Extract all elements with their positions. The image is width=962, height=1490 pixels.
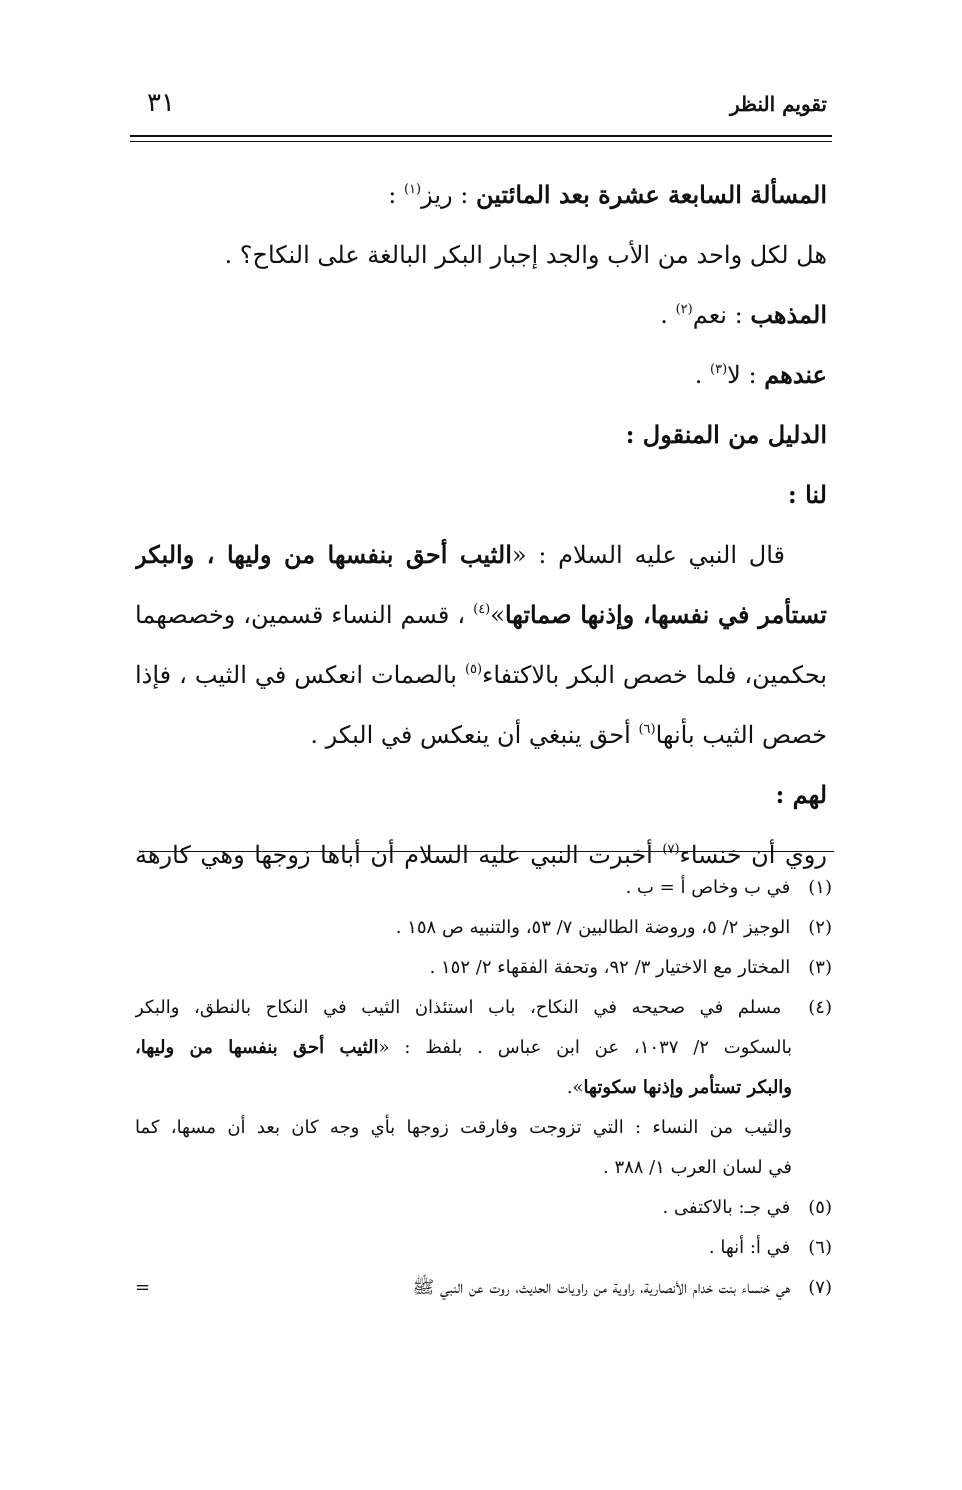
text-run: ، قسم النساء قسمين، وخصصهما: [135, 601, 466, 629]
indahum-label: عندهم: [764, 360, 827, 389]
footnote-ref-1: (١): [403, 182, 422, 197]
page-number: ٣١: [147, 88, 175, 118]
footnote-text: في ب وخاص أ = ب .: [625, 877, 791, 898]
madhhab-label: المذهب: [750, 300, 827, 329]
footnote-text: الوجيز ٢/ ٥، وروضة الطالبين ٧/ ٥٣، والتنبيه ص ١٥٨ .: [395, 917, 791, 938]
footnote-quote: الثيب أحق بنفسها من وليها،: [135, 1037, 379, 1058]
lahum-heading: لهم :: [775, 780, 827, 809]
footnote-number: (١): [808, 877, 832, 898]
text-run: »: [490, 601, 505, 629]
footnote-7: [135, 1268, 832, 1308]
header-rule-thin: [130, 141, 832, 142]
footnote-number: (٧): [808, 1277, 832, 1298]
continuation-mark: =: [135, 1277, 151, 1298]
issue-tail: :: [388, 181, 397, 209]
evidence-heading: الدليل من المنقول :: [625, 420, 827, 449]
footnote-number: (٢): [808, 917, 832, 938]
footnote-text: هي خنساء بنت خدام الأنصارية، راوية من راويات الحديث، روت عن النبي ﷺ: [412, 1277, 791, 1298]
footnote-quote: والبكر تستأمر وإذنها سكوتها: [583, 1077, 792, 1098]
footnote-number: (٦): [808, 1237, 832, 1258]
footnote-2: [135, 908, 832, 948]
footnote-4-line-3: [135, 1068, 832, 1108]
footnote-ref-3: (٣): [710, 362, 728, 377]
footnote-text: ».: [566, 1077, 584, 1098]
footnote-ref-6: (٦): [638, 722, 656, 737]
text-run: بالصمات انعكس في الثيب ، فإذا: [135, 661, 457, 689]
footnote-number: (٣): [808, 957, 832, 978]
text-run: قال النبي عليه السلام : «: [511, 541, 785, 569]
hadith-quote: الثيب أحق بنفسها من وليها ، والبكر: [135, 540, 512, 569]
indahum-text: : لا: [727, 361, 757, 389]
indahum-tail: .: [694, 361, 703, 389]
page-header: [135, 88, 827, 128]
madhhab-tail: .: [660, 301, 668, 329]
main-text: [135, 165, 827, 885]
text-run: بحكمين، فلما خصص البكر بالاكتفاء: [482, 661, 827, 689]
paragraph-1-line-3: [135, 645, 827, 705]
madhhab-text: : نعم: [692, 301, 743, 329]
footnote-4-line-1: [135, 988, 832, 1028]
footnote-ref-7: (٧): [662, 842, 680, 857]
footnote-6: [135, 1228, 832, 1268]
hadith-quote: تستأمر في نفسها، وإذنها صماتها: [504, 600, 827, 629]
issue-title: [135, 165, 827, 225]
footnote-text: المختار مع الاختيار ٣/ ٩٢، وتحفة الفقهاء ٢/ ١٥٢ .: [429, 957, 791, 978]
footnote-4-line-2: [135, 1028, 832, 1068]
text-run: أحق ينبغي أن ينعكس في البكر .: [310, 721, 631, 749]
footnote-4-line-4: والثيب من النساء : التي تزوجت وفارقت زوجها بأي وجه كان بعد أن مسها، كما: [135, 1117, 792, 1138]
footnote-text: بالسكوت ٢/ ١٠٣٧، عن ابن عباس . بلفظ : «: [378, 1037, 792, 1058]
footnotes: [135, 868, 832, 1308]
footnote-ref-5: (٥): [464, 662, 483, 677]
footnote-3: [135, 948, 832, 988]
text-run: روي أن خنساء: [679, 841, 827, 869]
running-title: تقويم النظر: [730, 92, 827, 116]
footnote-number: (٥): [808, 1197, 832, 1218]
paragraph-1-line-2: [135, 585, 827, 645]
paragraph-1-line-4: [135, 705, 827, 765]
footnote-4-line-5: في لسان العرب ١/ ٣٨٨ .: [602, 1157, 792, 1178]
issue-code: : ريز: [421, 181, 469, 209]
footnote-text: مسلم في صحيحه في النكاح، باب استئذان الثيب في النكاح بالنطق، والبكر: [135, 997, 782, 1018]
lana-heading: لنا :: [787, 480, 827, 509]
text-run: أخبرت النبي عليه السلام أن أباها زوجها وهي كارهة: [135, 841, 653, 869]
indahum-line: [135, 345, 827, 405]
footnote-text: في جـ: بالاكتفى .: [662, 1197, 791, 1218]
footnote-1: [135, 868, 832, 908]
paragraph-1-line-1: [135, 525, 827, 585]
footnote-ref-4: (٤): [473, 602, 491, 617]
footnote-5: [135, 1188, 832, 1228]
text-run: خصص الثيب بأنها: [655, 721, 827, 749]
header-rule-thick: [130, 135, 832, 137]
footnote-number: (٤): [808, 997, 832, 1018]
madhhab-line: [135, 285, 827, 345]
footnote-separator: [140, 851, 834, 852]
issue-label: المسألة السابعة عشرة بعد المائتين: [475, 180, 827, 209]
footnote-text: في أ: أنها .: [708, 1237, 791, 1258]
footnote-ref-2: (٢): [675, 302, 693, 317]
question-text: هل لكل واحد من الأب والجد إجبار البكر البالغة على النكاح؟ .: [224, 241, 827, 269]
